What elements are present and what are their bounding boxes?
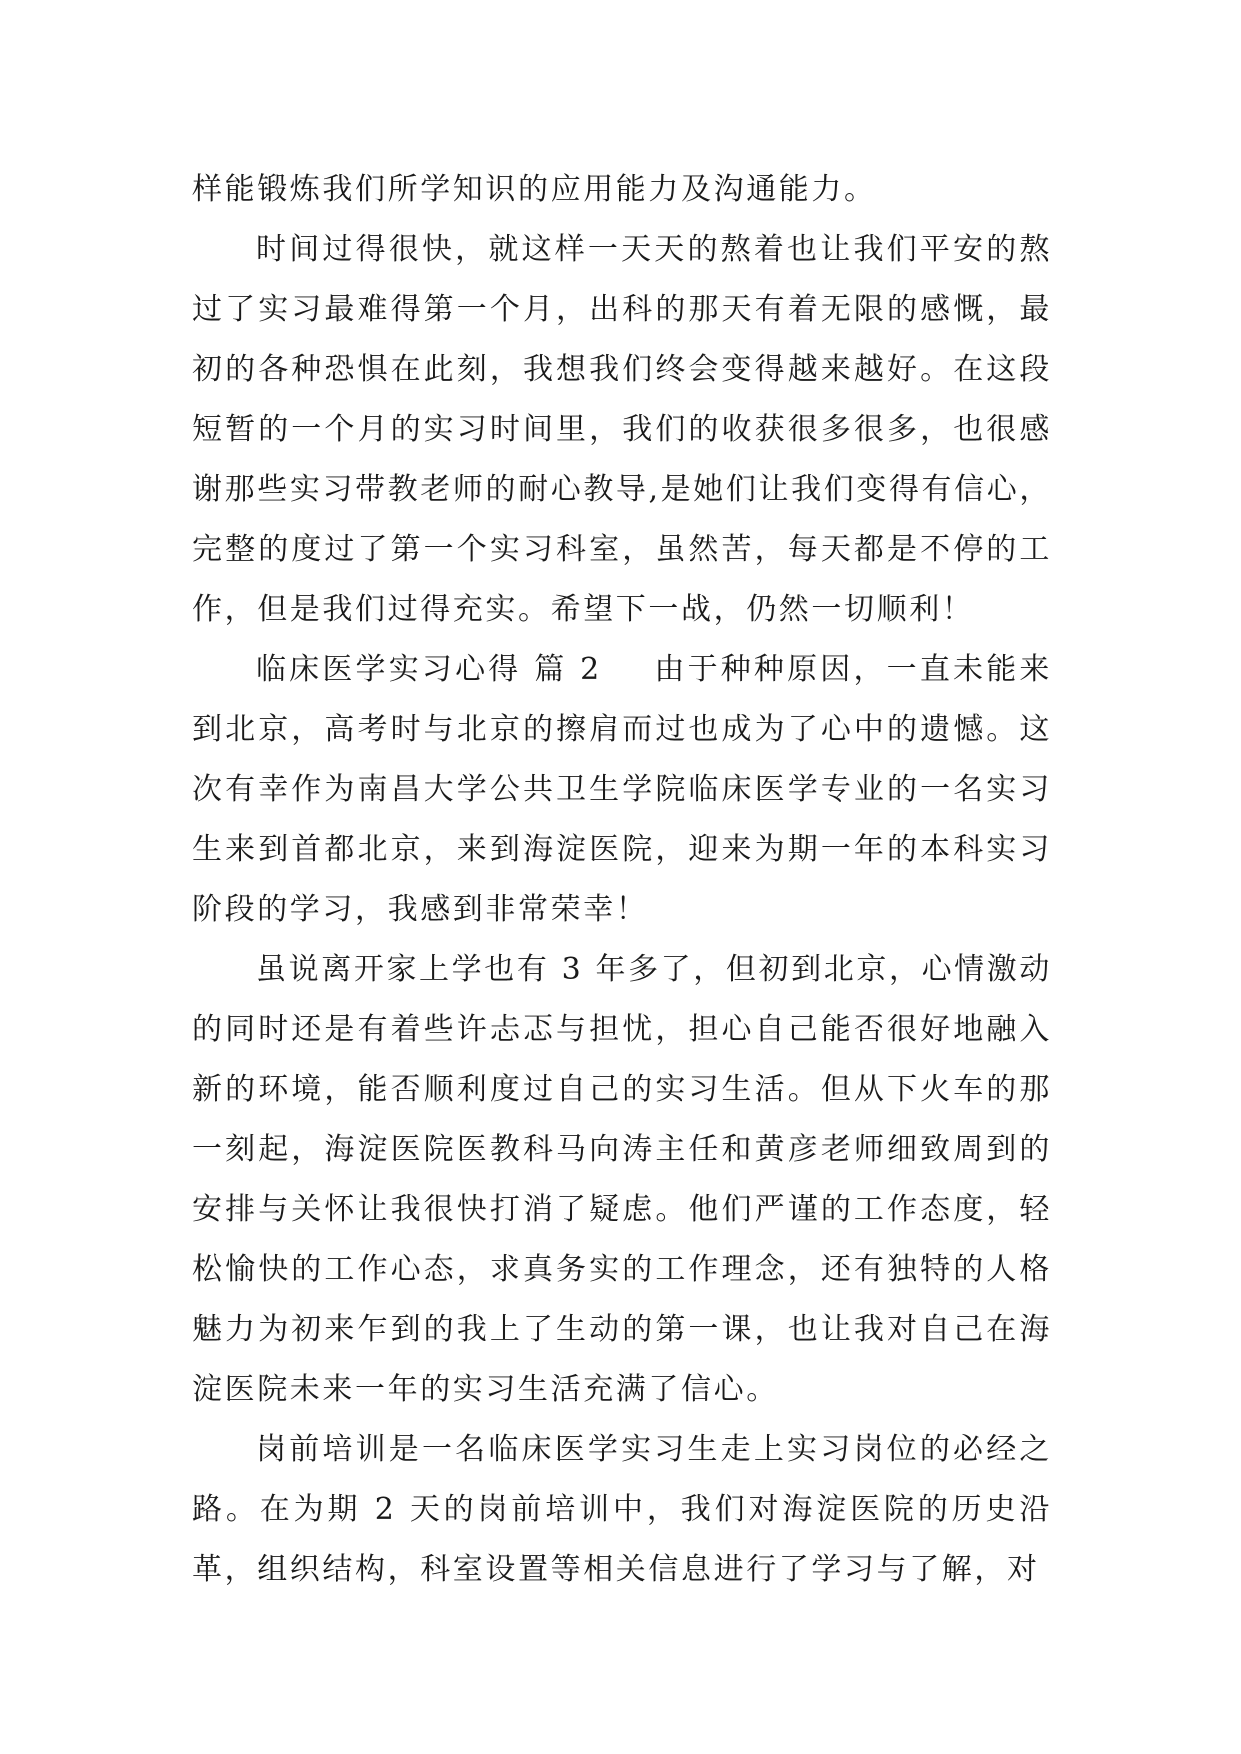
paragraph-5: 岗前培训是一名临床医学实习生走上实习岗位的必经之路。在为期 2 天的岗前培训中，我们对海淀医院的历史沿革，组织结构，科室设置等相关信息进行了学习与了解，对 [192,1432,1052,1587]
paragraph-3 [192,640,1052,940]
section-heading: 临床医学实习心得 篇 2 [256,652,602,687]
paragraph-2: 时间过得很快，就这样一天天的熬着也让我们平安的熬过了实习最难得第一个月，出科的那天有着无限的感慨，最初的各种恐惧在此刻，我想我们终会变得越来越好。在这段短暂的一个月的实习时间里，我们的收获很多很多，也很感谢那些实习带教老师的耐心教导,是她们让我们变得有信心，完整的度过了第一个实习科室，虽然苦，每天都是不停的工作，但是我们过得充实。希望下一战，仍然一切顺利！ [192,232,1052,627]
paragraph-3-text: 由于种种原因，一直未能来到北京，高考时与北京的擦肩而过也成为了心中的遗憾。这次有幸作为南昌大学公共卫生学院临床医学专业的一名实习生来到首都北京，来到海淀医院，迎来为期一年的本科实习阶段的学习，我感到非常荣幸！ [192,652,1053,927]
document-body [192,160,1052,1600]
paragraph-4: 虽说离开家上学也有 3 年多了，但初到北京，心情激动的同时还是有着些许忐忑与担忧，担心自己能否很好地融入新的环境，能否顺利度过自己的实习生活。但从下火车的那一刻起，海淀医院医教科马向涛主任和黄彦老师细致周到的安排与关怀让我很快打消了疑虑。他们严谨的工作态度，轻松愉快的工作心态，求真务实的工作理念，还有独特的人格魅力为初来乍到的我上了生动的第一课，也让我对自己在海淀医院未来一年的实习生活充满了信心。 [192,952,1052,1407]
paragraph-1: 样能锻炼我们所学知识的应用能力及沟通能力。 [192,172,877,207]
